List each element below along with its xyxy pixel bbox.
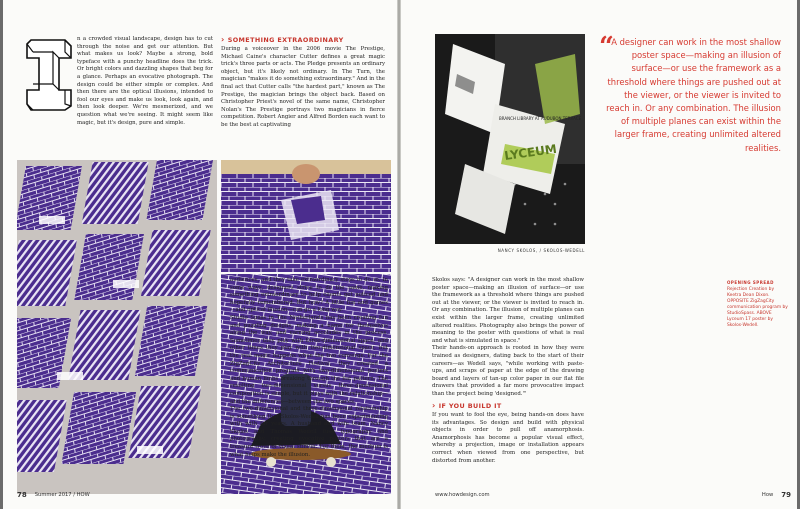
poster-text-branch: BRANCH LIBRARY AT AUDUBON TERRACE	[499, 116, 582, 121]
section-heading-2-text: IF YOU BUILD IT	[438, 401, 502, 410]
chevron-right-icon: ›	[432, 401, 436, 411]
drop-cap-i	[25, 36, 73, 112]
zigzagcity-posters-photo	[17, 160, 217, 494]
quote-credit: NANCY SKOLOS, / SKOLOS-WEDELL	[497, 248, 585, 253]
issue-label: Summer 2017 / HOW	[34, 492, 90, 498]
quote-mark-icon: “	[599, 32, 614, 62]
right-footer	[435, 491, 791, 499]
body-column-a: audiences, and they take extraordinary steps to do so. In some ways, designers strive to do the same, making something extraordinary to help clients get noticed and hopefully remembered. But how? A little fun and games—and optical illusion—can go a long way. Studio Spass in The Netherlands has been creating fun and puzzling designs, making a name for themselves along the way, and earning accolades in the process. Sometimes they play with three-dimensional space, and other times they play with two-dimensional space, but the real magic happens when the two converge. For the ZigZagCity Architecture Festival, they created a communication program with two-dimensional posters and human limbs breaking through the flat pattern. The resulting two-dimensional versus three-dimensional composition is simple, but it plays with the relationship—and the differences—between the two spaces. The two-dimensional and three-dimensional relationship is something that Skolos-Wedell has been experimenting with with for years. A husband and wife team, Nancy Skolos and Thomas Wedell fuse typography and photography, creating evocative posters that are a treasure trove of visual stimuli. For them, the medium is what helps make the illusion.	[230, 277, 388, 458]
right-footer-meta	[762, 491, 791, 499]
caption-title: OPENING SPREAD	[727, 280, 774, 285]
left-footer	[17, 491, 90, 499]
body-column-b-text: Skolos says: "A designer can work in the most shallow poster space—making an illusion of surface—or use the framework as a threshold where things are pushed out at the viewer, or the viewer is invited to reach in. Or any combination. The illusion of multiple planes can exist within the larger frame, creating unlimited altered realities. Photography also brings the power of meaning to the poster with questions of what is real and what is simulated in space." Their hands-on approach is rooted in how they were trained as designers, dating back to the start of their careers—as Wedell says, "while working with paste-ups, and scraps of paper at the edge of the drawing board and layers of tan-up color paper in our flat file drawers that provided a far more provocative impact than the project being 'designed.'"	[432, 277, 584, 397]
page-number-right: 79	[781, 491, 791, 499]
caption-text: Rejection Creation by Keetra Dean Dixon. OPPOSITE ZigZagCity communication program by StudioSpass. ABOVE Lyceum 17 poster by Skolos-Wedell.	[727, 287, 788, 328]
page-number-left: 78	[17, 491, 27, 499]
section-heading-text: SOMETHING EXTRAORDINARY	[227, 36, 344, 44]
section-2-paragraph: If you want to fool the eye, being hands-on does have its advantages. So design and build with physical objects in order to pull off anamorphosis. Anamorphosis has become a popular visual effect, whereby a projection, image or installation appears correct when viewed from one perspective, but distorted from another.	[432, 412, 584, 464]
photo-caption	[727, 280, 789, 329]
poster-hands-photo	[221, 160, 391, 272]
section-something-extraordinary	[221, 36, 385, 130]
lyceum-poster-photo	[435, 34, 585, 244]
section-heading-2	[432, 403, 584, 411]
chevron-right-icon: ›	[221, 35, 225, 44]
website-url: www.howdesign.com	[435, 492, 490, 498]
pull-quote: A designer can work in the most shallow poster space—making an illusion of surface—or use the framework as a threshold where things are pushed out at the viewer, or the viewer is invited to reach in. Or any combination. The illusion of multiple planes can exist within the larger frame, creating unlimited altered realities.	[606, 37, 781, 153]
section-paragraph: During a voiceover in the 2006 movie The Prestige, Michael Caine's character Cutter defines a great magic trick's three parts or acts. The Pledge presents an ordinary object, but it's likely not ordinary. In The Turn, the magician "makes it do something extraordinary." And in the final act that Cutter calls "the hardest part," known as The Prestige, the magician brings the object back. Based on Christopher Priest's novel of the same name, Christopher Nolan's The Prestige portrays two magicians in fierce competition. Robert Angier and Alfred Borden each want to be the best at captivating	[221, 46, 385, 128]
section-heading	[221, 36, 385, 44]
magazine-label: How	[761, 492, 774, 498]
poster-text-lyceum: LYCEUM	[503, 141, 558, 163]
intro-paragraph: n a crowded visual landscape, design has to cut through the noise and get our attention. But what makes us look? Maybe a strong, bold typeface with a punchy headline does the trick. Or bright colors and dazzling shapes that beg for a glance. Perhaps an evocative photograph. The design could be either simple or complex. And then there are the optical illusions, intended to fool our eyes and make us look, look again, and then look deeper. We're mesmerized, and we question what we're seeing. It might seem like magic, but it's design, pure and simple.	[77, 36, 213, 126]
body-column-b	[432, 277, 584, 465]
